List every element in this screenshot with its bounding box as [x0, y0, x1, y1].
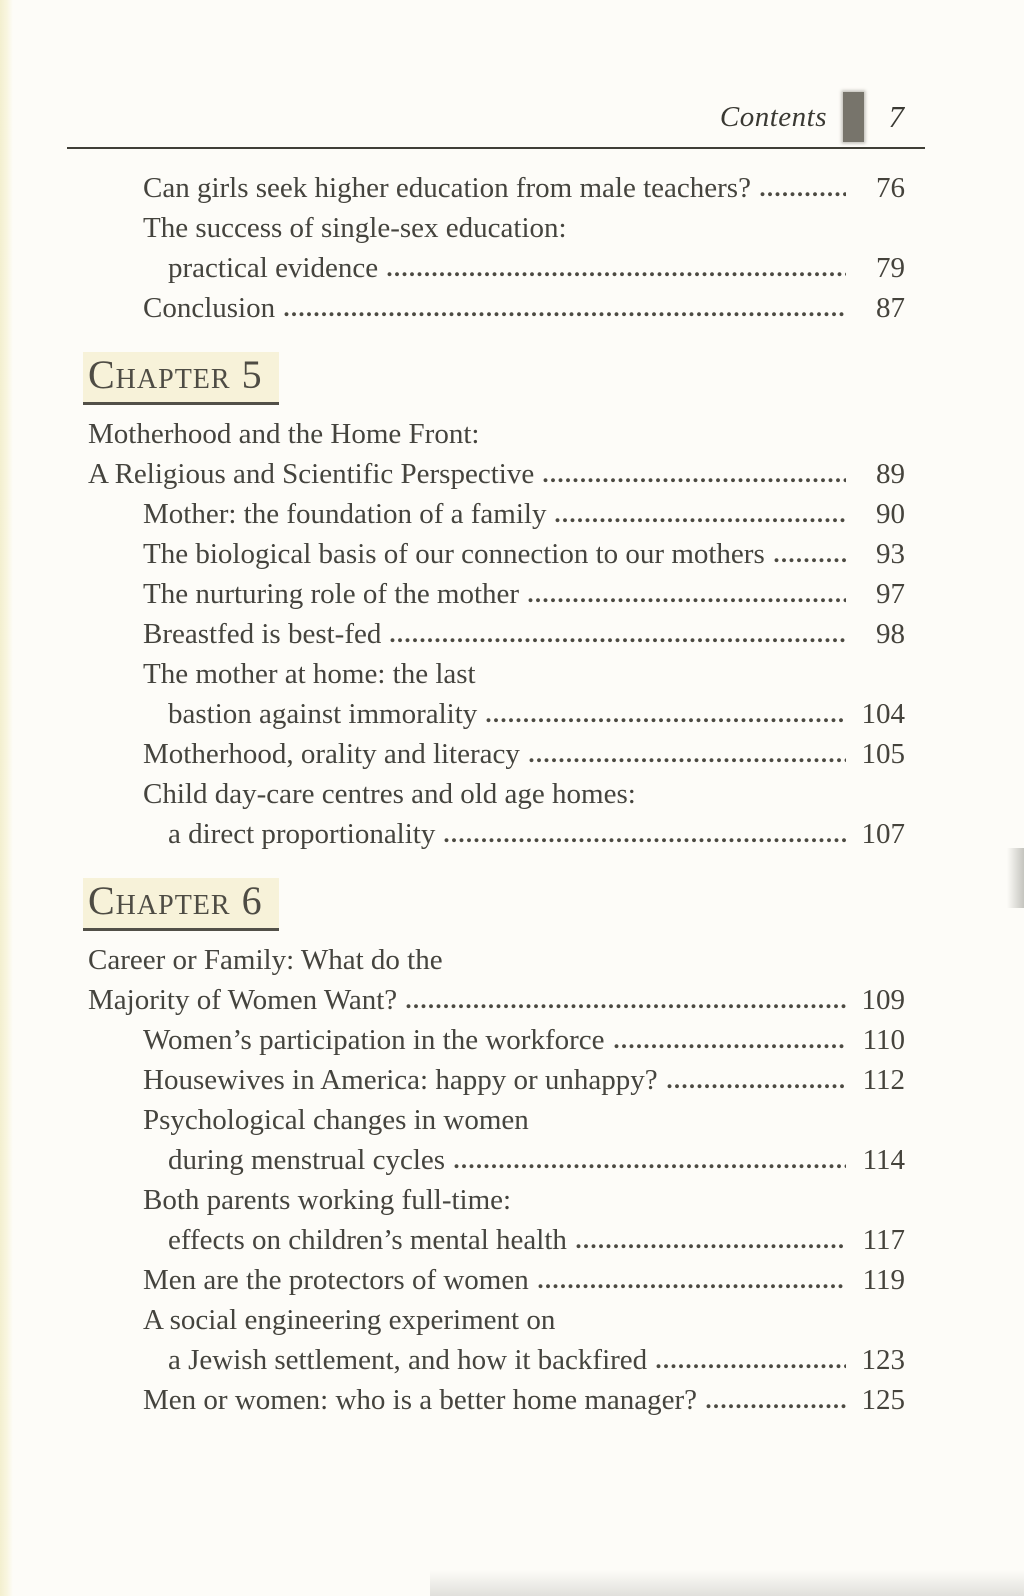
scan-edge-strip: [0, 0, 13, 1596]
entry-title: a direct proportionality: [168, 817, 436, 850]
entry-page-number: 125: [861, 1383, 905, 1416]
dot-leader: [666, 1082, 846, 1089]
entry-title: The mother at home: the last: [143, 657, 476, 690]
toc: [88, 168, 905, 1420]
dot-leader: [527, 596, 846, 603]
toc-entry: [88, 694, 905, 734]
entry-title: Can girls seek higher education from male teachers?: [143, 172, 751, 204]
dot-leader: [405, 1002, 846, 1009]
toc-entry: [88, 940, 905, 980]
entry-title: bastion against immorality: [168, 697, 478, 730]
entry-page-number: 97: [876, 577, 905, 610]
dot-leader: [443, 836, 846, 843]
entry-title: Conclusion: [143, 292, 276, 324]
toc-entry: [88, 1060, 905, 1100]
dot-leader: [485, 716, 846, 723]
running-head-title: Contents: [719, 100, 827, 133]
entry-page-number: 79: [876, 252, 905, 284]
toc-entry: [88, 574, 905, 614]
toc-entry: [88, 494, 905, 534]
dot-leader: [613, 1042, 846, 1049]
dot-leader: [537, 1282, 846, 1289]
entry-title: Mother: the foundation of a family: [143, 497, 547, 530]
toc-entry: [88, 734, 905, 774]
entry-title: Men are the protectors of women: [143, 1263, 529, 1296]
entry-title: Motherhood, orality and literacy: [143, 737, 520, 770]
toc-entry: [88, 248, 905, 288]
entry-page-number: 90: [876, 497, 905, 530]
entry-page-number: 105: [861, 737, 905, 770]
header-ink-block: [843, 92, 864, 142]
entry-page-number: 104: [861, 697, 905, 730]
entry-title: Both parents working full-time:: [143, 1183, 512, 1216]
entry-page-number: 117: [862, 1223, 905, 1256]
dot-leader: [575, 1242, 846, 1249]
entry-title: Child day-care centres and old age homes:: [143, 777, 636, 810]
entry-page-number: 107: [861, 817, 905, 850]
entry-title: The success of single-sex education:: [143, 212, 567, 244]
toc-entry: [88, 1260, 905, 1300]
dot-leader: [773, 556, 846, 563]
entry-page-number: 112: [862, 1063, 905, 1096]
scan-smudge: [1007, 848, 1024, 908]
toc-section-0: [88, 168, 905, 328]
toc-entry: [88, 1140, 905, 1180]
dot-leader: [528, 756, 846, 763]
entry-title: The nurturing role of the mother: [143, 577, 520, 610]
dot-leader: [759, 190, 846, 197]
toc-entry: [88, 1380, 905, 1420]
entry-page-number: 89: [876, 457, 905, 490]
toc-entry: [88, 1100, 905, 1140]
chapter-heading: Chapter 6: [83, 878, 279, 931]
entry-title: Breastfed is best-fed: [143, 617, 382, 650]
toc-entry: [88, 654, 905, 694]
toc-section-2: [88, 878, 905, 1420]
dot-leader: [554, 516, 846, 523]
entry-title: Majority of Women Want?: [88, 983, 398, 1016]
entry-title: Career or Family: What do the: [88, 943, 443, 976]
toc-entry: [88, 1220, 905, 1260]
toc-entry: [88, 614, 905, 654]
entry-title: Housewives in America: happy or unhappy?: [143, 1063, 658, 1096]
toc-entry: [88, 980, 905, 1020]
entry-page-number: 109: [861, 983, 905, 1016]
entry-page-number: 119: [862, 1263, 905, 1296]
entry-page-number: 114: [862, 1143, 905, 1176]
toc-entry: [88, 208, 905, 248]
header-rule: [67, 147, 925, 149]
dot-leader: [705, 1402, 846, 1409]
toc-entry: [88, 288, 905, 328]
entry-page-number: 87: [876, 292, 905, 324]
page-header: [720, 92, 904, 142]
entry-title: The biological basis of our connection to our mothers: [143, 537, 765, 570]
dot-leader: [453, 1162, 846, 1169]
toc-entry: [88, 1180, 905, 1220]
page-number: 7: [888, 99, 904, 134]
entry-page-number: 76: [876, 172, 905, 204]
toc-entry: [88, 414, 905, 454]
chapter-heading: Chapter 5: [83, 352, 279, 405]
entry-title: A social engineering experiment on: [143, 1303, 556, 1336]
dot-leader: [283, 310, 846, 317]
entry-title: effects on children’s mental health: [168, 1223, 567, 1256]
entry-page-number: 98: [876, 617, 905, 650]
entry-title: a Jewish settlement, and how it backfired: [168, 1343, 648, 1376]
entry-page-number: 93: [876, 537, 905, 570]
entry-title: Motherhood and the Home Front:: [88, 417, 480, 450]
dot-leader: [386, 270, 846, 277]
entry-title: practical evidence: [168, 252, 379, 284]
toc-entry: [88, 1300, 905, 1340]
entry-title: A Religious and Scientific Perspective: [88, 457, 535, 490]
entry-page-number: 110: [862, 1023, 905, 1056]
entry-title: Women’s participation in the workforce: [143, 1023, 605, 1056]
entry-title: during menstrual cycles: [168, 1143, 446, 1176]
toc-entry: [88, 774, 905, 814]
dot-leader: [389, 636, 846, 643]
scan-shadow: [430, 1570, 1024, 1596]
toc-section-1: [88, 352, 905, 854]
entry-title: Men or women: who is a better home manager?: [143, 1383, 698, 1416]
entry-title: Psychological changes in women: [143, 1103, 529, 1136]
toc-entry: [88, 168, 905, 208]
toc-entry: [88, 534, 905, 574]
toc-entry: [88, 454, 905, 494]
toc-entry: [88, 814, 905, 854]
toc-entry: [88, 1020, 905, 1060]
entry-page-number: 123: [861, 1343, 905, 1376]
toc-entry: [88, 1340, 905, 1380]
dot-leader: [655, 1362, 846, 1369]
dot-leader: [542, 476, 846, 483]
